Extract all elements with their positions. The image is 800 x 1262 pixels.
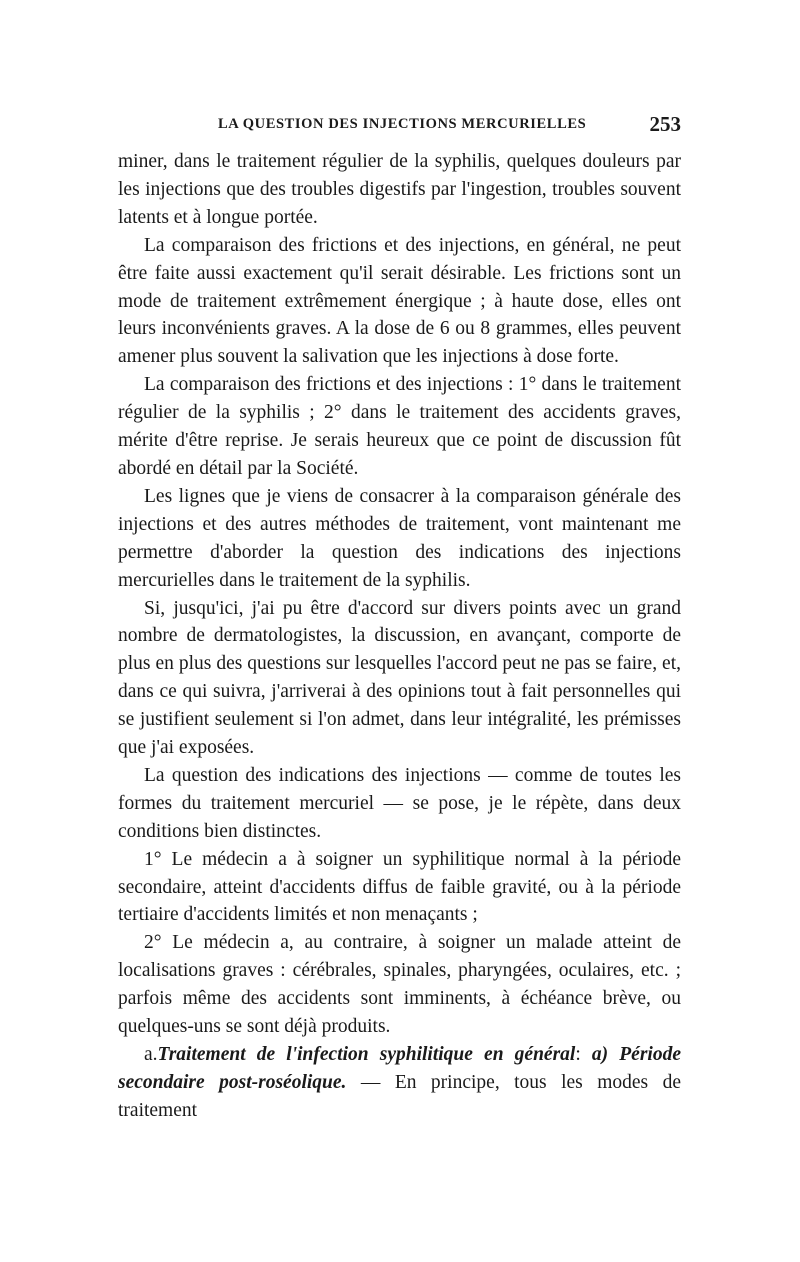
body-text xyxy=(118,148,681,1125)
paragraph-5: Si, jusqu'ici, j'ai pu être d'accord sur divers points avec un grand nombre de dermatologistes, la discussion, en avançant, comporte de plus en plus des questions sur lesquelles l'accord peut ne pas se faire, et, dans ce qui suivra, j'arriverai à des opinions tout à fait personnelles qui se justifient seulement si l'on admet, dans leur intégralité, les prémisses que j'ai exposées. xyxy=(118,597,681,759)
section-heading: Traitement de l'infection syphilitique en général xyxy=(157,1044,576,1065)
heading-colon: : xyxy=(575,1044,592,1065)
section-text: — En principe, tous les modes de traitement xyxy=(118,1071,681,1121)
paragraph-6: La question des indications des injections — comme de toutes les formes du traitement mercuriel — se pose, je le répète, dans deux conditions bien distinctes. xyxy=(118,764,681,842)
list-item-2: 2° Le médecin a, au contraire, à soigner un malade atteint de localisations graves : cérébrales, spinales, pharyngées, oculaires, etc. ; parfois même des accidents sont imminents, à échéance brève, ou quelques-uns se sont déjà produits. xyxy=(118,932,681,1038)
paragraph-1: miner, dans le traitement régulier de la syphilis, quelques douleurs par les injections que des troubles digestifs par l'ingestion, troubles souvent latents et à longue portée. xyxy=(118,151,681,228)
paragraph-4: Les lignes que je viens de consacrer à la comparaison générale des injections et des autres méthodes de traitement, vont maintenant me permettre d'aborder la question des indications des injections mercurielles dans le traitement de la syphilis. xyxy=(118,485,681,591)
section-paragraph xyxy=(118,1041,681,1125)
paragraph-2: La comparaison des frictions et des injections, en général, ne peut être faite aussi exactement qu'il serait désirable. Les frictions sont un mode de traitement extrêmement énergique ; à haute dose, elles ont leurs inconvénients graves. A la dose de 6 ou 8 grammes, elles peuvent amener plus souvent la salivation que les injections à dose forte. xyxy=(118,234,681,368)
running-title: LA QUESTION DES INJECTIONS MERCURIELLES xyxy=(218,116,587,132)
subsection-heading: a) Période secondaire post-roséolique. xyxy=(118,1044,681,1093)
list-item-1: 1° Le médecin a à soigner un syphilitique normal à la période secondaire, atteint d'accidents diffus de faible gravité, ou à la période tertiaire d'accidents limités et non menaçants ; xyxy=(118,848,681,926)
paragraph-3: La comparaison des frictions et des injections : 1° dans le traitement régulier de la syphilis ; 2° dans le traitement des accidents graves, mérite d'être reprise. Je serais heureux que ce point de discussion fût abordé en détail par la Société. xyxy=(118,374,681,479)
section-label: a. xyxy=(144,1044,158,1065)
page-number: 253 xyxy=(649,112,681,136)
running-head xyxy=(118,112,681,142)
